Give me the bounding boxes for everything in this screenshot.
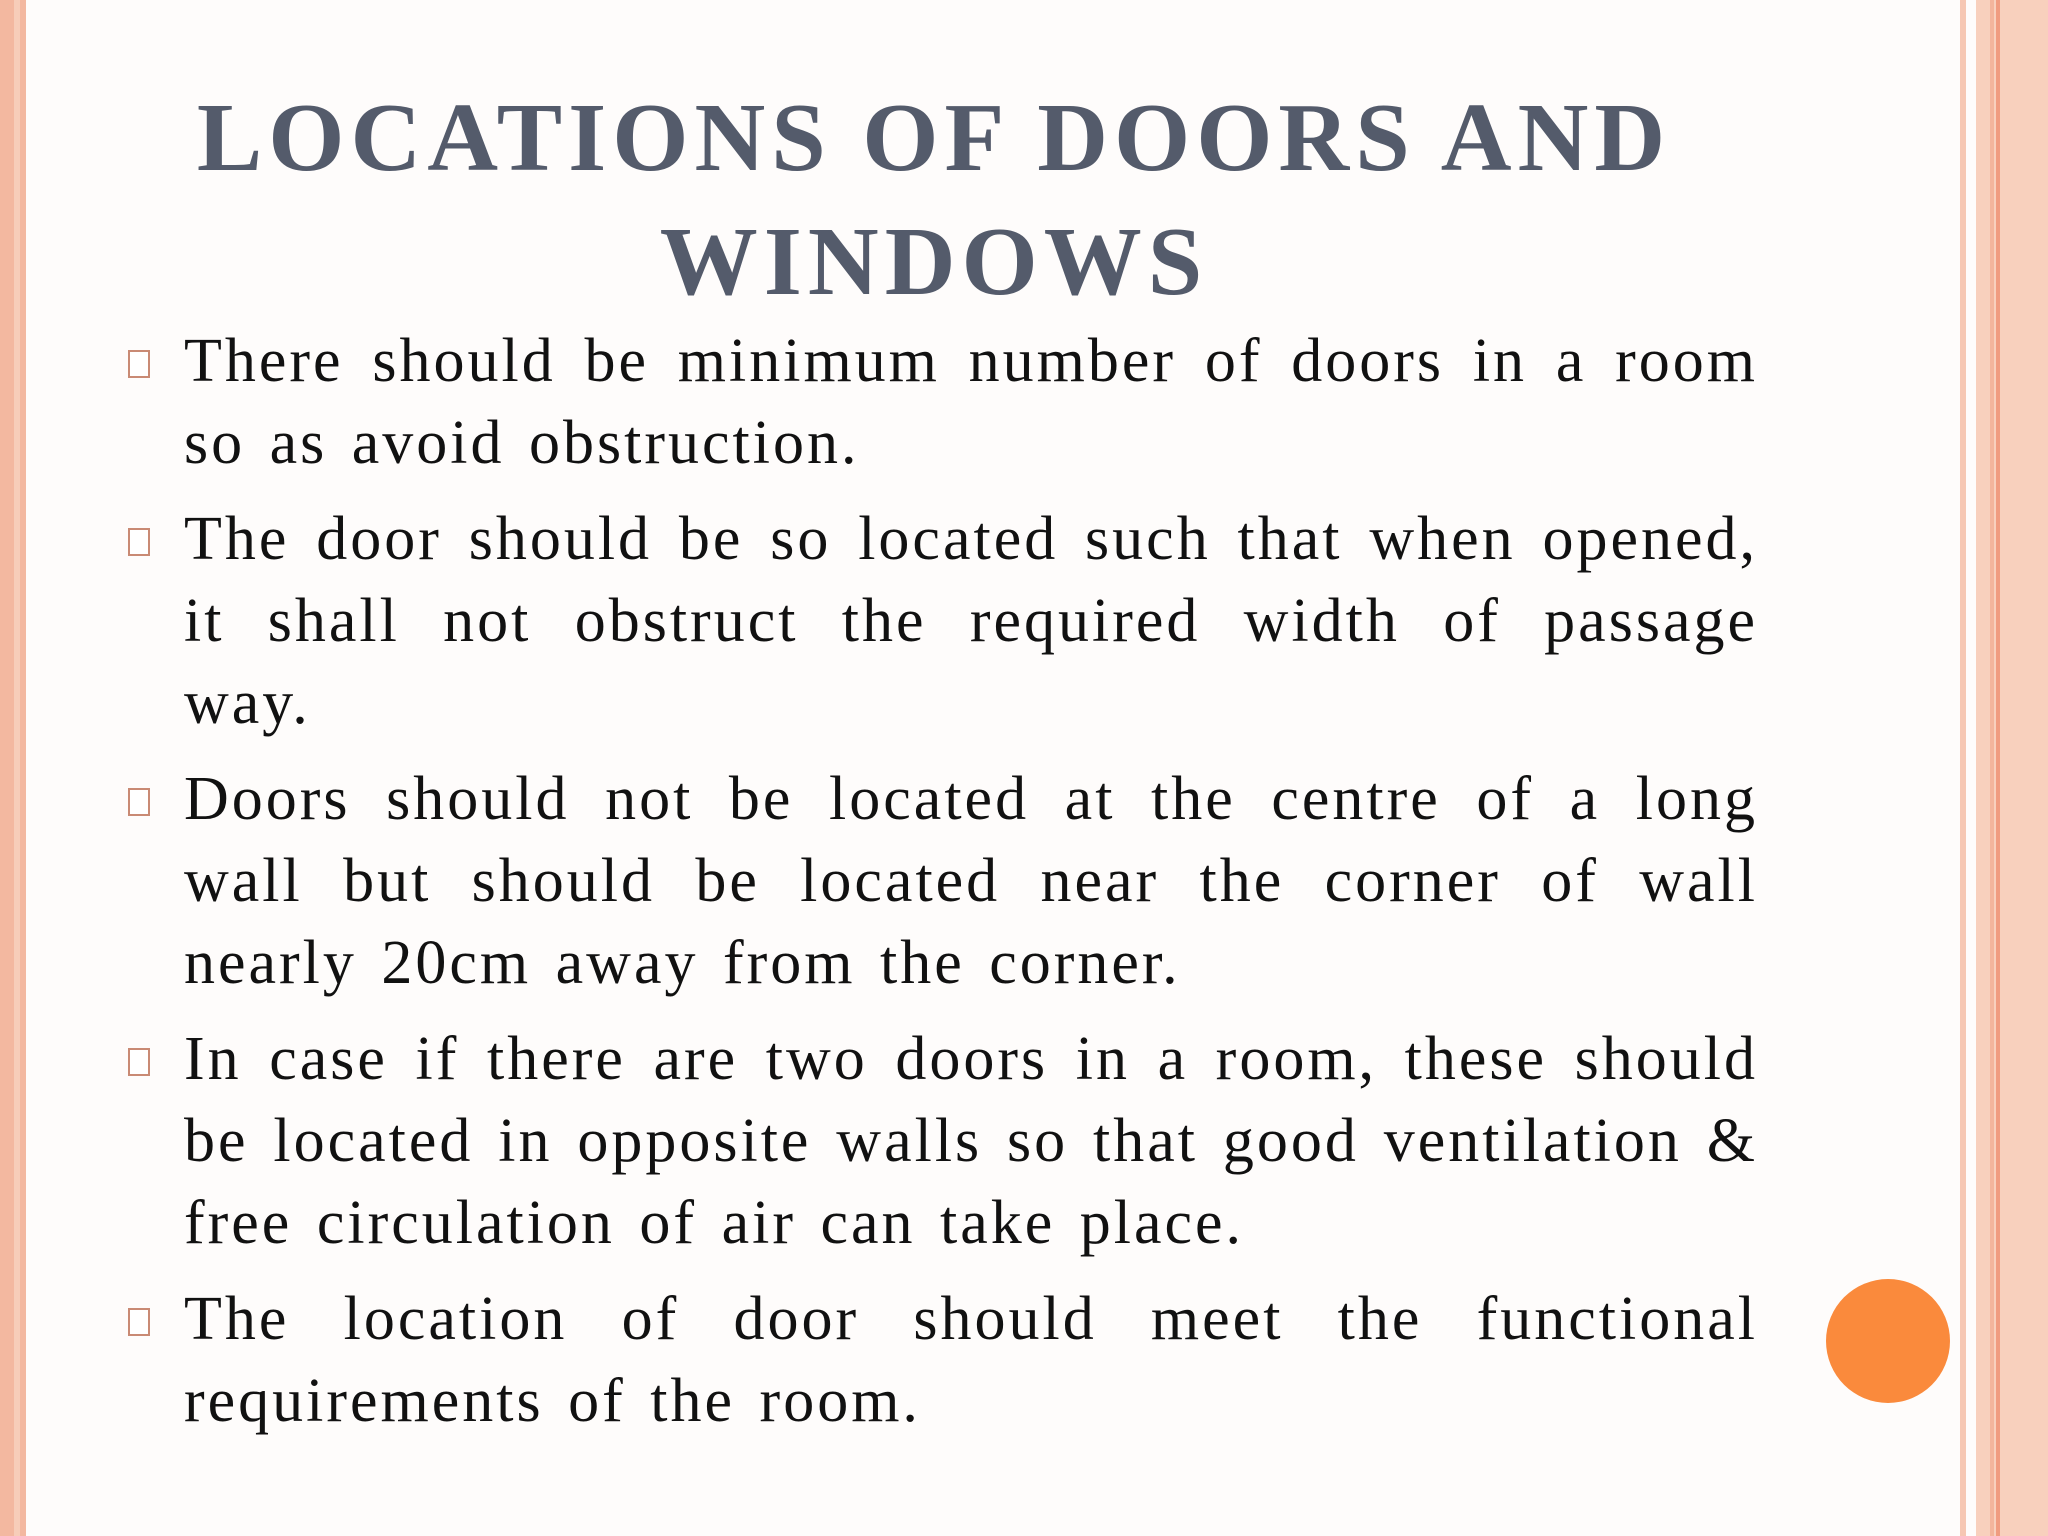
right-decorative-panel <box>1976 0 2048 1536</box>
bullet-text: The location of door should meet the functional requirements of the room. <box>184 1285 1758 1435</box>
slide-title: LOCATIONS OF DOORS AND WINDOWS <box>196 84 1672 316</box>
square-bullet-icon <box>128 350 150 378</box>
bullet-item <box>128 498 1758 744</box>
right-decorative-stripe-light <box>1990 0 1994 1536</box>
bullet-item <box>128 758 1758 1004</box>
bullet-item <box>128 320 1758 484</box>
bullet-item <box>128 1018 1758 1264</box>
right-decorative-stripe-dark <box>1996 0 2000 1536</box>
bullet-text: The door should be so located such that when opened, it shall not obstruct the required width of passage way. <box>184 505 1758 737</box>
square-bullet-icon <box>128 788 150 816</box>
bullet-text: In case if there are two doors in a room, these should be located in opposite walls so that good ventilation & free circulation of air can take place. <box>184 1025 1758 1257</box>
bullet-list <box>128 320 1758 1456</box>
left-decorative-stripe <box>14 0 20 1536</box>
bullet-text: Doors should not be located at the centre of a long wall but should be located near the corner of wall nearly 20cm away from the corner. <box>184 765 1758 997</box>
bullet-item <box>128 1278 1758 1442</box>
right-decorative-line <box>1960 0 1966 1536</box>
square-bullet-icon <box>128 1048 150 1076</box>
left-decorative-bar <box>0 0 26 1536</box>
bullet-text: There should be minimum number of doors in a room so as avoid obstruction. <box>184 327 1758 477</box>
orange-circle-decoration <box>1826 1279 1950 1403</box>
square-bullet-icon <box>128 528 150 556</box>
square-bullet-icon <box>128 1308 150 1336</box>
